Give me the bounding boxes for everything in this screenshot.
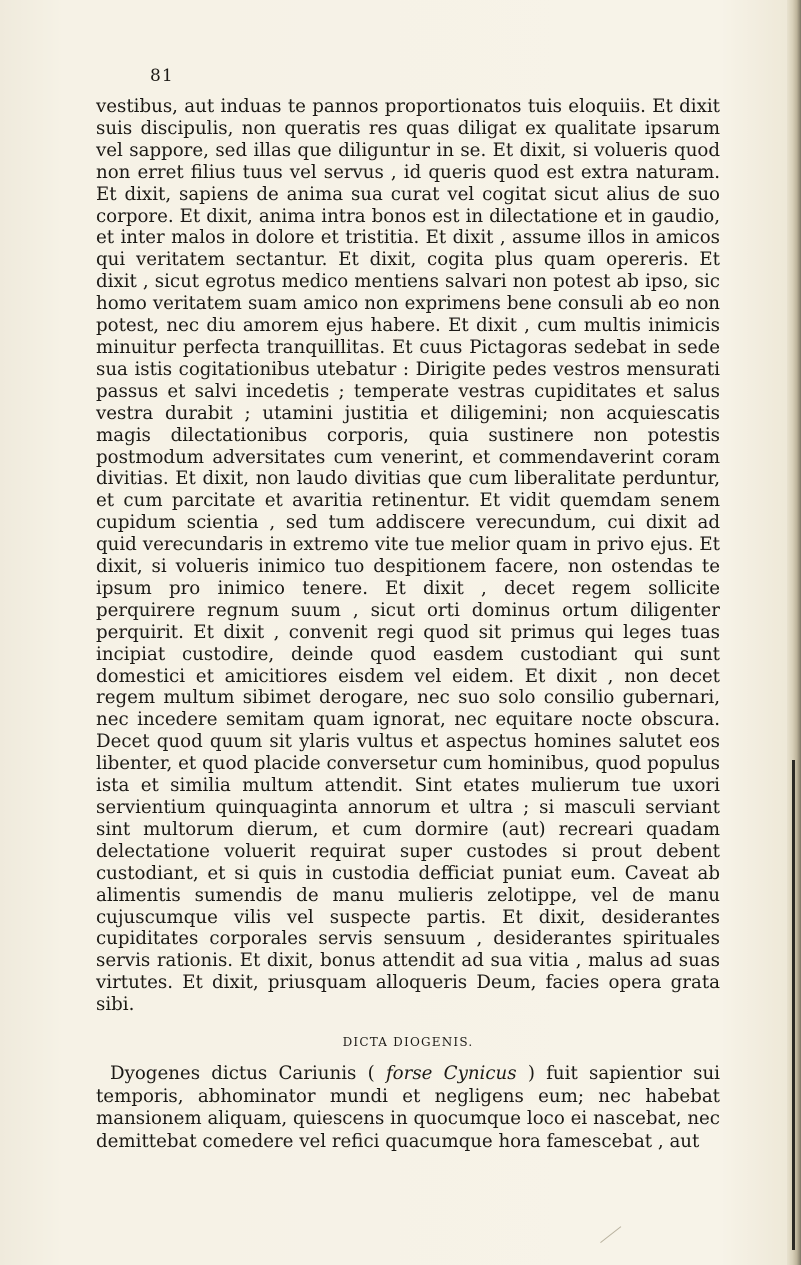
binding-edge-line bbox=[792, 760, 795, 1250]
paragraph-diogenes-lead: Dyogenes dictus Cariunis ( bbox=[110, 1063, 386, 1085]
pencil-mark bbox=[600, 1226, 622, 1244]
paragraph-dicta-continued: vestibus, aut induas te pannos proportionatos tuis eloquiis. Et dixit suis discipulis, non queratis res quas diligat ex qualitate ipsarum vel sappore, sed illas que diliguntur in se. Et dixit, si volueris quod non erret filius tuus vel servus , id queris quod est extra naturam. Et dixit, sapiens de anima sua curat vel cogitat sicut alius de suo corpore. Et dixit, anima intra bonos est in dilectatione et in gaudio, et inter malos in dolore et tristitia. Et dixit , assume illos in amicos qui veritatem sectantur. Et dixit, cogita plus quam opereris. Et dixit , sicut egrotus medico mentiens salvari non potest ab ipso, sic homo veritatem suam amico non exprimens bene consuli ab eo non potest, nec diu amorem ejus habere. Et dixit , cum multis inimicis minuitur perfecta tranquillitas. Et cuus Pictagoras sedebat in sede sua istis cogitationibus utebatur : Dirigite pedes vestros mensurati passus et salvi incedetis ; temperate vestras cupiditates et salus vestra durabit ; utamini justitia et diligemini; non acquiescatis magis dilectationibus corporis, quia sustinere non potestis postmodum adversitates cum venerint, et commendaverint coram divitias. Et dixit, non laudo divitias que cum liberalitate perduntur, et cum parcitate et avaritia retinentur. Et vidit quemdam senem cupidum scientia , sed tum addiscere verecundum, cui dixit ad quid verecundaris in extremo vite tue melior quam in privo ejus. Et dixit, si volueris inimico tuo despitionem facere, non ostendas te ipsum pro inimico tenere. Et dixit , decet regem sollicite perquirere regnum suum , sicut orti dominus ortum diligenter perquirit. Et dixit , convenit regi quod sit primus qui leges tuas incipiat custodire, deinde quod easdem custodiant qui sunt domestici et amicitiores eisdem vel eidem. Et dixit , non decet regem multum sibimet derogare, nec suo solo consilio gubernari, nec incedere semitam quam ignorat, nec equitare nocte obscura. Decet quod quum sit ylaris vultus et aspectus homines salutet eos libenter, et quod placide conversetur cum hominibus, quod populus ista et similia multum attendit. Sint etates mulierum tue uxori servientium quinquaginta annorum et ultra ; si masculi serviant sint multorum dierum, et cum dormire (aut) recreari quadam delectatione voluerit requirat super custodes si prout debent custodiant, et si quis in custodia defficiat puniat eum. Caveat ab alimentis sumendis de manu mulieris zelotippe, vel de manu cujuscumque vilis vel suspecte partis. Et dixit, desiderantes cupiditates corporales servis sensuum , desiderantes spirituales servis rationis. Et dixit, bonus attendit ad sua vitia , malus ad suas virtutes. Et dixit, priusquam alloqueris Deum, facies opera grata sibi. bbox=[96, 96, 720, 1016]
paragraph-diogenes-rest: ) fuit sapientior sui temporis, abhominator mundi et negligens eum; nec habebat mansionem aliquam, quiescens in quocumque loco ei nascebat, nec demittebat comedere vel refici quacumque hora famescebat , aut bbox=[96, 1063, 720, 1152]
page-number: 81 bbox=[150, 66, 174, 86]
paragraph-diogenes bbox=[96, 1063, 720, 1153]
section-heading: DICTA DIOGENIS. bbox=[342, 1035, 474, 1050]
text-block bbox=[96, 96, 720, 1153]
paragraph-diogenes-italic: forse Cynicus bbox=[385, 1063, 517, 1085]
